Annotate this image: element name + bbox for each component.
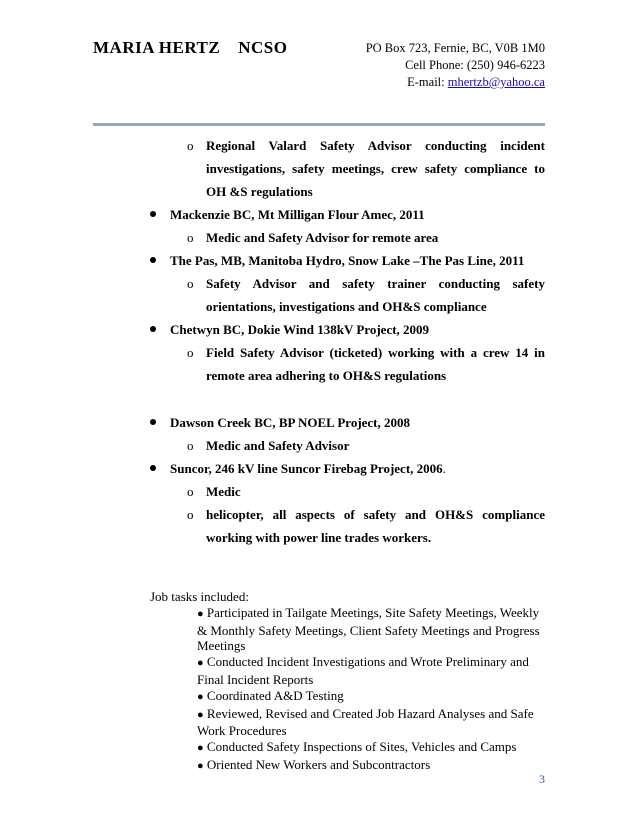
- sub-item-medic-safety: [206, 434, 545, 457]
- bullet-item-text: Chetwyn BC, Dokie Wind 138kV Project, 2009: [170, 322, 430, 337]
- page-number: 3: [539, 772, 545, 786]
- bullet-dot-icon: ●: [197, 690, 204, 703]
- job-task-item: [197, 654, 545, 688]
- job-tasks-list: [197, 605, 545, 775]
- job-task-item: [197, 605, 545, 654]
- bullet-item-the-pas: [170, 249, 545, 272]
- job-task-item: [197, 706, 545, 740]
- spacer: [0, 549, 638, 589]
- bullet-item-text: Dawson Creek BC, BP NOEL Project, 2008: [170, 415, 411, 430]
- job-task-text: Participated in Tailgate Meetings, Site Safety Meetings, Weekly & Monthly Safety Meetings, Client Safety Meetings and Progress Meetings: [197, 604, 540, 654]
- sub-item-medic: [206, 480, 545, 503]
- email-line: [366, 74, 545, 91]
- bullet-dot-icon: ●: [197, 742, 204, 755]
- bullet-item-suffix: .: [442, 461, 446, 476]
- job-task-text: Conducted Incident Investigations and Wrote Preliminary and Final Incident Reports: [197, 654, 529, 687]
- job-task-text: Reviewed, Revised and Created Job Hazard Analyses and Safe Work Procedures: [197, 705, 534, 739]
- email-link[interactable]: mhertzb@yahoo.ca: [447, 75, 545, 89]
- sub-item-text: o Medic and Safety Advisor for remote area: [206, 230, 439, 245]
- sub-item-text: o Safety Advisor and safety trainer conducting safety orientations, investigations and OH&S compliance: [206, 276, 545, 314]
- bullet-item-text: The Pas, MB, Manitoba Hydro, Snow Lake –The Pas Line, 2011: [170, 253, 525, 268]
- spacer: [0, 387, 638, 411]
- bullet-item-suncor: [170, 457, 545, 480]
- designation-text: NCSO: [238, 38, 288, 57]
- sub-item-text: o Regional Valard Safety Advisor conducting incident investigations, safety meetings, crew safety compliance to OH &S regulations: [206, 138, 545, 199]
- name-text: MARIA HERTZ: [93, 38, 221, 57]
- job-task-item: [197, 757, 545, 775]
- bullet-item-mackenzie: [170, 203, 545, 226]
- bullet-dot-icon: ●: [197, 759, 204, 772]
- address-line: PO Box 723, Fernie, BC, V0B 1M0: [365, 41, 545, 55]
- job-task-item: [197, 688, 545, 706]
- bullet-dot-icon: ●: [197, 607, 204, 620]
- bullet-dot-icon: ●: [197, 657, 204, 670]
- bullet-item-text: Mackenzie BC, Mt Milligan Flour Amec, 2011: [170, 207, 425, 222]
- bullet-item-dawson-creek: [170, 411, 545, 434]
- job-task-text: Coordinated A&D Testing: [206, 687, 344, 703]
- bullet-dot-icon: ●: [197, 708, 204, 721]
- job-task-text: Conducted Safety Inspections of Sites, Vehicles and Camps: [206, 739, 517, 755]
- sub-item-valard: [206, 134, 545, 203]
- sub-item-field-safety: [206, 341, 545, 387]
- phone-line: Cell Phone: (250) 946-6223: [405, 58, 545, 72]
- bullet-item-text: Suncor, 246 kV line Suncor Firebag Project, 2006: [170, 461, 443, 476]
- bullet-item-chetwyn: [170, 318, 545, 341]
- experience-section: [0, 134, 638, 775]
- job-tasks-section: [150, 589, 545, 775]
- job-task-text: Oriented New Workers and Subcontractors: [206, 756, 431, 772]
- email-label: E-mail:: [407, 75, 445, 89]
- job-task-item: [197, 739, 545, 757]
- resume-name: [93, 38, 287, 58]
- sub-item-medic-remote: [206, 226, 545, 249]
- sub-item-text: o Medic: [206, 484, 241, 499]
- contact-block: [366, 40, 545, 91]
- job-tasks-heading: Job tasks included:: [150, 589, 249, 604]
- sub-item-text: o helicopter, all aspects of safety and OH&S compliance working with power line trades workers.: [206, 507, 545, 545]
- sub-item-text: o Medic and Safety Advisor: [206, 438, 350, 453]
- sub-item-text: o Field Safety Advisor (ticketed) working with a crew 14 in remote area adhering to OH&S regulations: [206, 345, 545, 383]
- sub-item-helicopter: [206, 503, 545, 549]
- header-divider: [93, 123, 545, 126]
- sub-item-safety-trainer: [206, 272, 545, 318]
